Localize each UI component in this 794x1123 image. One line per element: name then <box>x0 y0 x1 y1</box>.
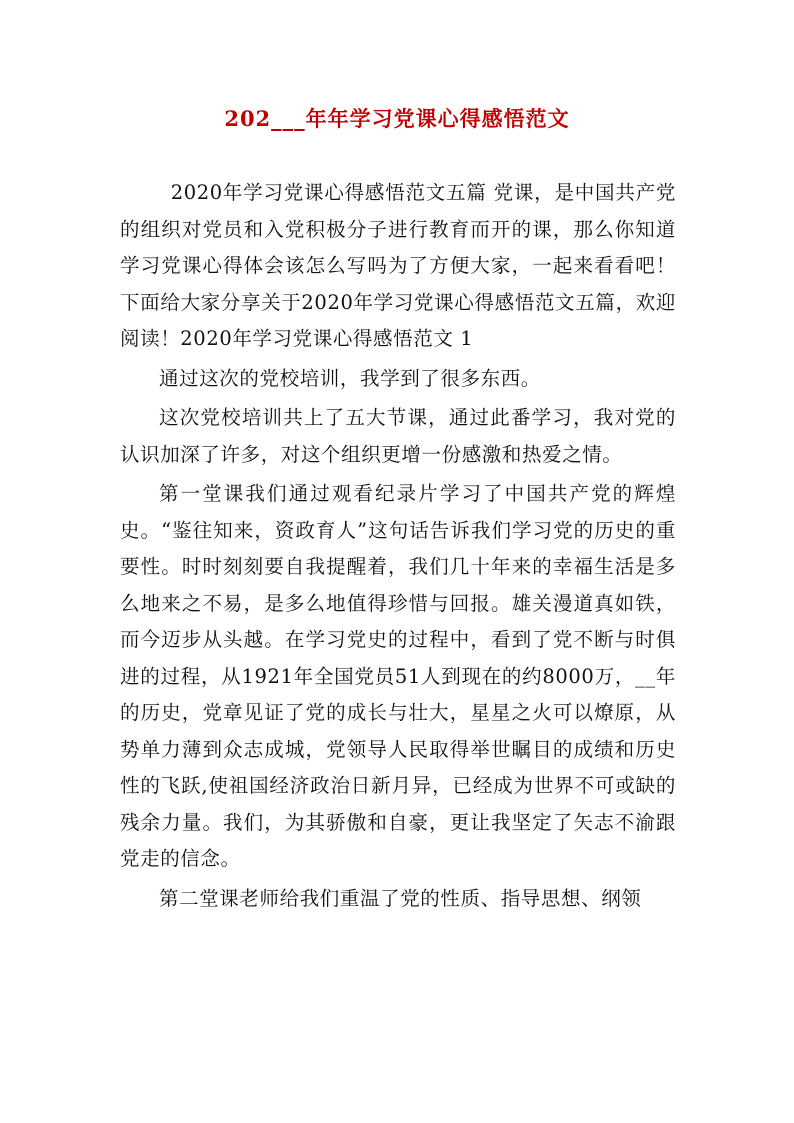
document-title: 202___年年学习党课心得感悟范文 <box>224 106 570 131</box>
paragraph-2: 通过这次的党校培训，我学到了很多东西。 <box>159 366 541 390</box>
paragraph-4: 第一堂课我们通过观看纪录片学习了中国共产党的辉煌史。“鉴往知来，资政育人”这句话告诉我们学习党的历史的重要性。时时刻刻要自我提醒着，我们几十年来的幸福生活是多么地来之不易，是多么地值得珍惜与回报。雄关漫道真如铁，而今迈步从头越。在学习党史的过程中，看到了党不断与时俱进的过程，从1921年全国党员51人到现在的约8000万，__年的历史，党章见证了党的成长与壮大，星星之火可以燎原，从势单力薄到众志成城，党领导人民取得举世瞩目的成绩和历史性的飞跃,使祖国经济政治日新月异，已经成为世界不可或缺的残余力量。我们，为其骄傲和自豪，更让我坚定了矢志不渝跟党走的信念。 <box>120 482 676 870</box>
paragraph-intro: 2020年学习党课心得感悟范文五篇 党课，是中国共产党的组织对党员和入党积极分子进行教育而开的课，那么你知道学习党课心得体会该怎么写吗为了方便大家，一起来看看吧！下面给大家分享关于2020年学习党课心得感悟范文五篇，欢迎阅读！2020年学习党课心得感悟范文 1 <box>120 181 676 350</box>
paragraph-5: 第二堂课老师给我们重温了党的性质、指导思想、纲领 <box>159 886 642 910</box>
paragraph-3: 这次党校培训共上了五大节课，通过此番学习，我对党的认识加深了许多，对这个组织更增一份感激和热爱之情。 <box>120 406 676 466</box>
document-body <box>120 175 676 920</box>
